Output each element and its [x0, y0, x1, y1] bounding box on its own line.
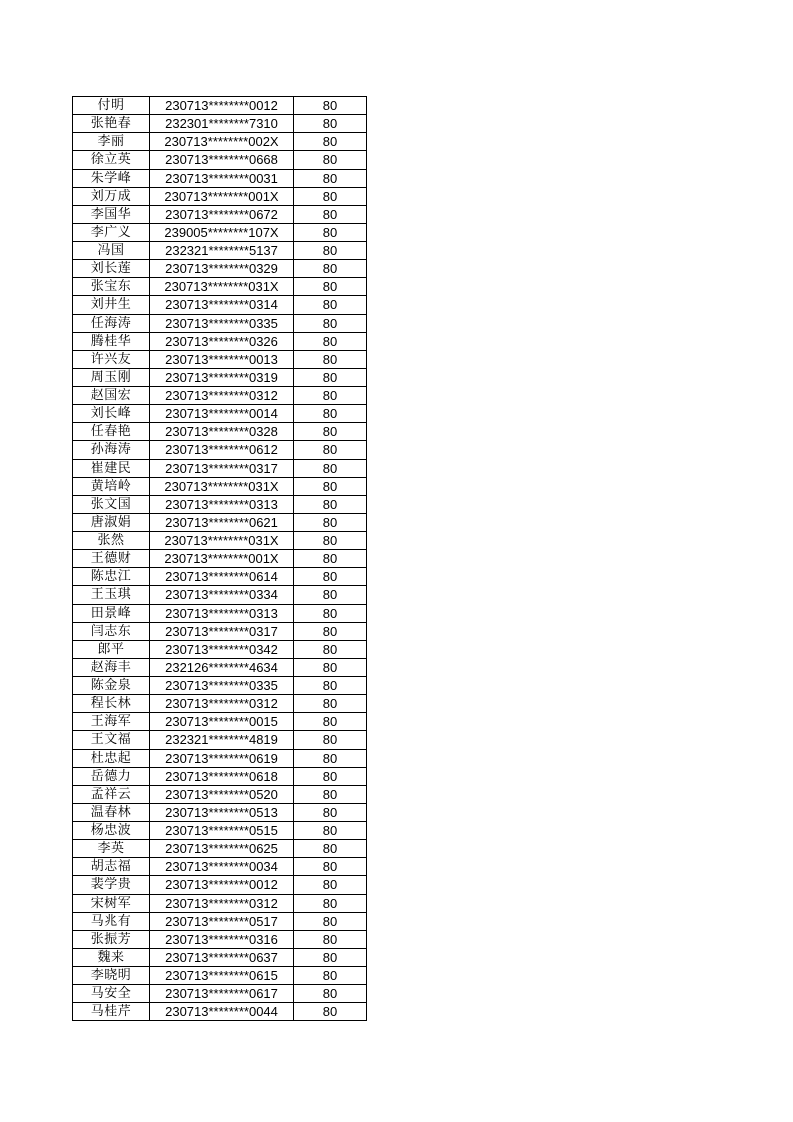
- name-cell: 张然: [73, 532, 150, 550]
- table-row: [73, 205, 367, 223]
- id-number-cell: 230713********0316: [150, 930, 294, 948]
- table-row: [73, 223, 367, 241]
- score-cell: 80: [294, 242, 367, 260]
- table-row: [73, 368, 367, 386]
- name-cell: 赵国宏: [73, 387, 150, 405]
- id-number-cell: 230713********0612: [150, 441, 294, 459]
- table-row: [73, 640, 367, 658]
- name-cell: 刘长峰: [73, 405, 150, 423]
- name-cell: 闫志东: [73, 622, 150, 640]
- score-cell: 80: [294, 894, 367, 912]
- table-row: [73, 296, 367, 314]
- name-cell: 张宝东: [73, 278, 150, 296]
- score-cell: 80: [294, 586, 367, 604]
- roster-table: [72, 96, 367, 1021]
- score-cell: 80: [294, 441, 367, 459]
- score-cell: 80: [294, 314, 367, 332]
- table-row: [73, 568, 367, 586]
- score-cell: 80: [294, 169, 367, 187]
- score-cell: 80: [294, 640, 367, 658]
- score-cell: 80: [294, 513, 367, 531]
- name-cell: 任春艳: [73, 423, 150, 441]
- table-row: [73, 858, 367, 876]
- score-cell: 80: [294, 568, 367, 586]
- id-number-cell: 230713********0319: [150, 368, 294, 386]
- name-cell: 徐立英: [73, 151, 150, 169]
- id-number-cell: 230713********0672: [150, 205, 294, 223]
- name-cell: 刘井生: [73, 296, 150, 314]
- id-number-cell: 230713********002X: [150, 133, 294, 151]
- name-cell: 付明: [73, 97, 150, 115]
- table-row: [73, 459, 367, 477]
- table-row: [73, 749, 367, 767]
- table-row: [73, 967, 367, 985]
- id-number-cell: 230713********0012: [150, 97, 294, 115]
- score-cell: 80: [294, 133, 367, 151]
- id-number-cell: 230713********031X: [150, 532, 294, 550]
- score-cell: 80: [294, 767, 367, 785]
- name-cell: 王海军: [73, 713, 150, 731]
- id-number-cell: 230713********0625: [150, 840, 294, 858]
- score-cell: 80: [294, 695, 367, 713]
- name-cell: 任海涛: [73, 314, 150, 332]
- score-cell: 80: [294, 930, 367, 948]
- name-cell: 周玉刚: [73, 368, 150, 386]
- score-cell: 80: [294, 368, 367, 386]
- score-cell: 80: [294, 187, 367, 205]
- id-number-cell: 230713********0335: [150, 314, 294, 332]
- table-row: [73, 405, 367, 423]
- id-number-cell: 230713********001X: [150, 187, 294, 205]
- table-row: [73, 948, 367, 966]
- table-row: [73, 332, 367, 350]
- score-cell: 80: [294, 332, 367, 350]
- score-cell: 80: [294, 115, 367, 133]
- id-number-cell: 230713********0637: [150, 948, 294, 966]
- score-cell: 80: [294, 858, 367, 876]
- name-cell: 李英: [73, 840, 150, 858]
- table-row: [73, 278, 367, 296]
- name-cell: 朱学峰: [73, 169, 150, 187]
- name-cell: 赵海丰: [73, 658, 150, 676]
- name-cell: 宋树军: [73, 894, 150, 912]
- id-number-cell: 230713********0618: [150, 767, 294, 785]
- id-number-cell: 230713********0621: [150, 513, 294, 531]
- id-number-cell: 230713********0520: [150, 785, 294, 803]
- table-row: [73, 822, 367, 840]
- score-cell: 80: [294, 278, 367, 296]
- score-cell: 80: [294, 223, 367, 241]
- score-cell: 80: [294, 350, 367, 368]
- score-cell: 80: [294, 1003, 367, 1021]
- score-cell: 80: [294, 296, 367, 314]
- score-cell: 80: [294, 658, 367, 676]
- id-number-cell: 230713********0335: [150, 677, 294, 695]
- id-number-cell: 230713********0014: [150, 405, 294, 423]
- id-number-cell: 232321********5137: [150, 242, 294, 260]
- table-row: [73, 658, 367, 676]
- id-number-cell: 230713********0313: [150, 604, 294, 622]
- name-cell: 唐淑娟: [73, 513, 150, 531]
- id-number-cell: 230713********0044: [150, 1003, 294, 1021]
- name-cell: 张文国: [73, 495, 150, 513]
- id-number-cell: 230713********0513: [150, 803, 294, 821]
- score-cell: 80: [294, 622, 367, 640]
- name-cell: 岳德力: [73, 767, 150, 785]
- id-number-cell: 230713********0615: [150, 967, 294, 985]
- name-cell: 王玉琪: [73, 586, 150, 604]
- table-row: [73, 713, 367, 731]
- table-row: [73, 242, 367, 260]
- id-number-cell: 230713********0313: [150, 495, 294, 513]
- name-cell: 李晓明: [73, 967, 150, 985]
- score-cell: 80: [294, 387, 367, 405]
- id-number-cell: 230713********0312: [150, 387, 294, 405]
- table-row: [73, 677, 367, 695]
- id-number-cell: 230713********0326: [150, 332, 294, 350]
- name-cell: 孟祥云: [73, 785, 150, 803]
- id-number-cell: 230713********0329: [150, 260, 294, 278]
- id-number-cell: 230713********0312: [150, 695, 294, 713]
- name-cell: 李国华: [73, 205, 150, 223]
- table-row: [73, 767, 367, 785]
- id-number-cell: 230713********031X: [150, 477, 294, 495]
- table-row: [73, 604, 367, 622]
- table-row: [73, 803, 367, 821]
- id-number-cell: 232126********4634: [150, 658, 294, 676]
- score-cell: 80: [294, 604, 367, 622]
- id-number-cell: 230713********0328: [150, 423, 294, 441]
- name-cell: 程长林: [73, 695, 150, 713]
- table-row: [73, 423, 367, 441]
- name-cell: 裴学贵: [73, 876, 150, 894]
- table-row: [73, 187, 367, 205]
- id-number-cell: 230713********0517: [150, 912, 294, 930]
- table-row: [73, 477, 367, 495]
- table-row: [73, 495, 367, 513]
- score-cell: 80: [294, 495, 367, 513]
- table-row: [73, 840, 367, 858]
- table-row: [73, 731, 367, 749]
- id-number-cell: 230713********0312: [150, 894, 294, 912]
- id-number-cell: 230713********0015: [150, 713, 294, 731]
- table-row: [73, 894, 367, 912]
- name-cell: 张艳春: [73, 115, 150, 133]
- id-number-cell: 230713********0013: [150, 350, 294, 368]
- id-number-cell: 230713********0614: [150, 568, 294, 586]
- id-number-cell: 230713********0619: [150, 749, 294, 767]
- score-cell: 80: [294, 97, 367, 115]
- table-row: [73, 1003, 367, 1021]
- id-number-cell: 232321********4819: [150, 731, 294, 749]
- score-cell: 80: [294, 260, 367, 278]
- score-cell: 80: [294, 876, 367, 894]
- name-cell: 陈金泉: [73, 677, 150, 695]
- table-row: [73, 550, 367, 568]
- name-cell: 魏来: [73, 948, 150, 966]
- name-cell: 马桂芹: [73, 1003, 150, 1021]
- score-cell: 80: [294, 405, 367, 423]
- score-cell: 80: [294, 151, 367, 169]
- table-row: [73, 151, 367, 169]
- score-cell: 80: [294, 912, 367, 930]
- table-row: [73, 260, 367, 278]
- roster-body: [73, 97, 367, 1021]
- name-cell: 腾桂华: [73, 332, 150, 350]
- id-number-cell: 230713********0317: [150, 459, 294, 477]
- table-row: [73, 97, 367, 115]
- table-row: [73, 314, 367, 332]
- table-row: [73, 785, 367, 803]
- score-cell: 80: [294, 948, 367, 966]
- name-cell: 王德财: [73, 550, 150, 568]
- score-cell: 80: [294, 822, 367, 840]
- name-cell: 李丽: [73, 133, 150, 151]
- name-cell: 刘万成: [73, 187, 150, 205]
- score-cell: 80: [294, 840, 367, 858]
- name-cell: 胡志福: [73, 858, 150, 876]
- id-number-cell: 230713********0314: [150, 296, 294, 314]
- table-row: [73, 985, 367, 1003]
- score-cell: 80: [294, 713, 367, 731]
- id-number-cell: 230713********0342: [150, 640, 294, 658]
- score-cell: 80: [294, 550, 367, 568]
- id-number-cell: 232301********7310: [150, 115, 294, 133]
- table-row: [73, 115, 367, 133]
- name-cell: 黄培岭: [73, 477, 150, 495]
- table-row: [73, 622, 367, 640]
- table-row: [73, 876, 367, 894]
- score-cell: 80: [294, 785, 367, 803]
- name-cell: 李广义: [73, 223, 150, 241]
- id-number-cell: 230713********0515: [150, 822, 294, 840]
- table-row: [73, 912, 367, 930]
- score-cell: 80: [294, 532, 367, 550]
- roster-sheet: [72, 96, 366, 1021]
- table-row: [73, 133, 367, 151]
- score-cell: 80: [294, 677, 367, 695]
- table-row: [73, 350, 367, 368]
- name-cell: 陈忠江: [73, 568, 150, 586]
- score-cell: 80: [294, 749, 367, 767]
- score-cell: 80: [294, 967, 367, 985]
- score-cell: 80: [294, 477, 367, 495]
- id-number-cell: 230713********0617: [150, 985, 294, 1003]
- name-cell: 冯国: [73, 242, 150, 260]
- id-number-cell: 230713********001X: [150, 550, 294, 568]
- name-cell: 崔建民: [73, 459, 150, 477]
- name-cell: 刘长莲: [73, 260, 150, 278]
- id-number-cell: 230713********0334: [150, 586, 294, 604]
- name-cell: 温春林: [73, 803, 150, 821]
- table-row: [73, 387, 367, 405]
- name-cell: 张振芳: [73, 930, 150, 948]
- id-number-cell: 230713********031X: [150, 278, 294, 296]
- table-row: [73, 930, 367, 948]
- score-cell: 80: [294, 803, 367, 821]
- score-cell: 80: [294, 985, 367, 1003]
- id-number-cell: 230713********0031: [150, 169, 294, 187]
- table-row: [73, 532, 367, 550]
- name-cell: 杨忠波: [73, 822, 150, 840]
- name-cell: 田景峰: [73, 604, 150, 622]
- id-number-cell: 230713********0012: [150, 876, 294, 894]
- name-cell: 王文福: [73, 731, 150, 749]
- name-cell: 郎平: [73, 640, 150, 658]
- name-cell: 许兴友: [73, 350, 150, 368]
- score-cell: 80: [294, 459, 367, 477]
- score-cell: 80: [294, 731, 367, 749]
- id-number-cell: 230713********0034: [150, 858, 294, 876]
- name-cell: 杜忠起: [73, 749, 150, 767]
- table-row: [73, 441, 367, 459]
- table-row: [73, 586, 367, 604]
- name-cell: 孙海涛: [73, 441, 150, 459]
- table-row: [73, 695, 367, 713]
- score-cell: 80: [294, 423, 367, 441]
- id-number-cell: 230713********0668: [150, 151, 294, 169]
- table-row: [73, 513, 367, 531]
- name-cell: 马安全: [73, 985, 150, 1003]
- table-row: [73, 169, 367, 187]
- name-cell: 马兆有: [73, 912, 150, 930]
- id-number-cell: 230713********0317: [150, 622, 294, 640]
- id-number-cell: 239005********107X: [150, 223, 294, 241]
- score-cell: 80: [294, 205, 367, 223]
